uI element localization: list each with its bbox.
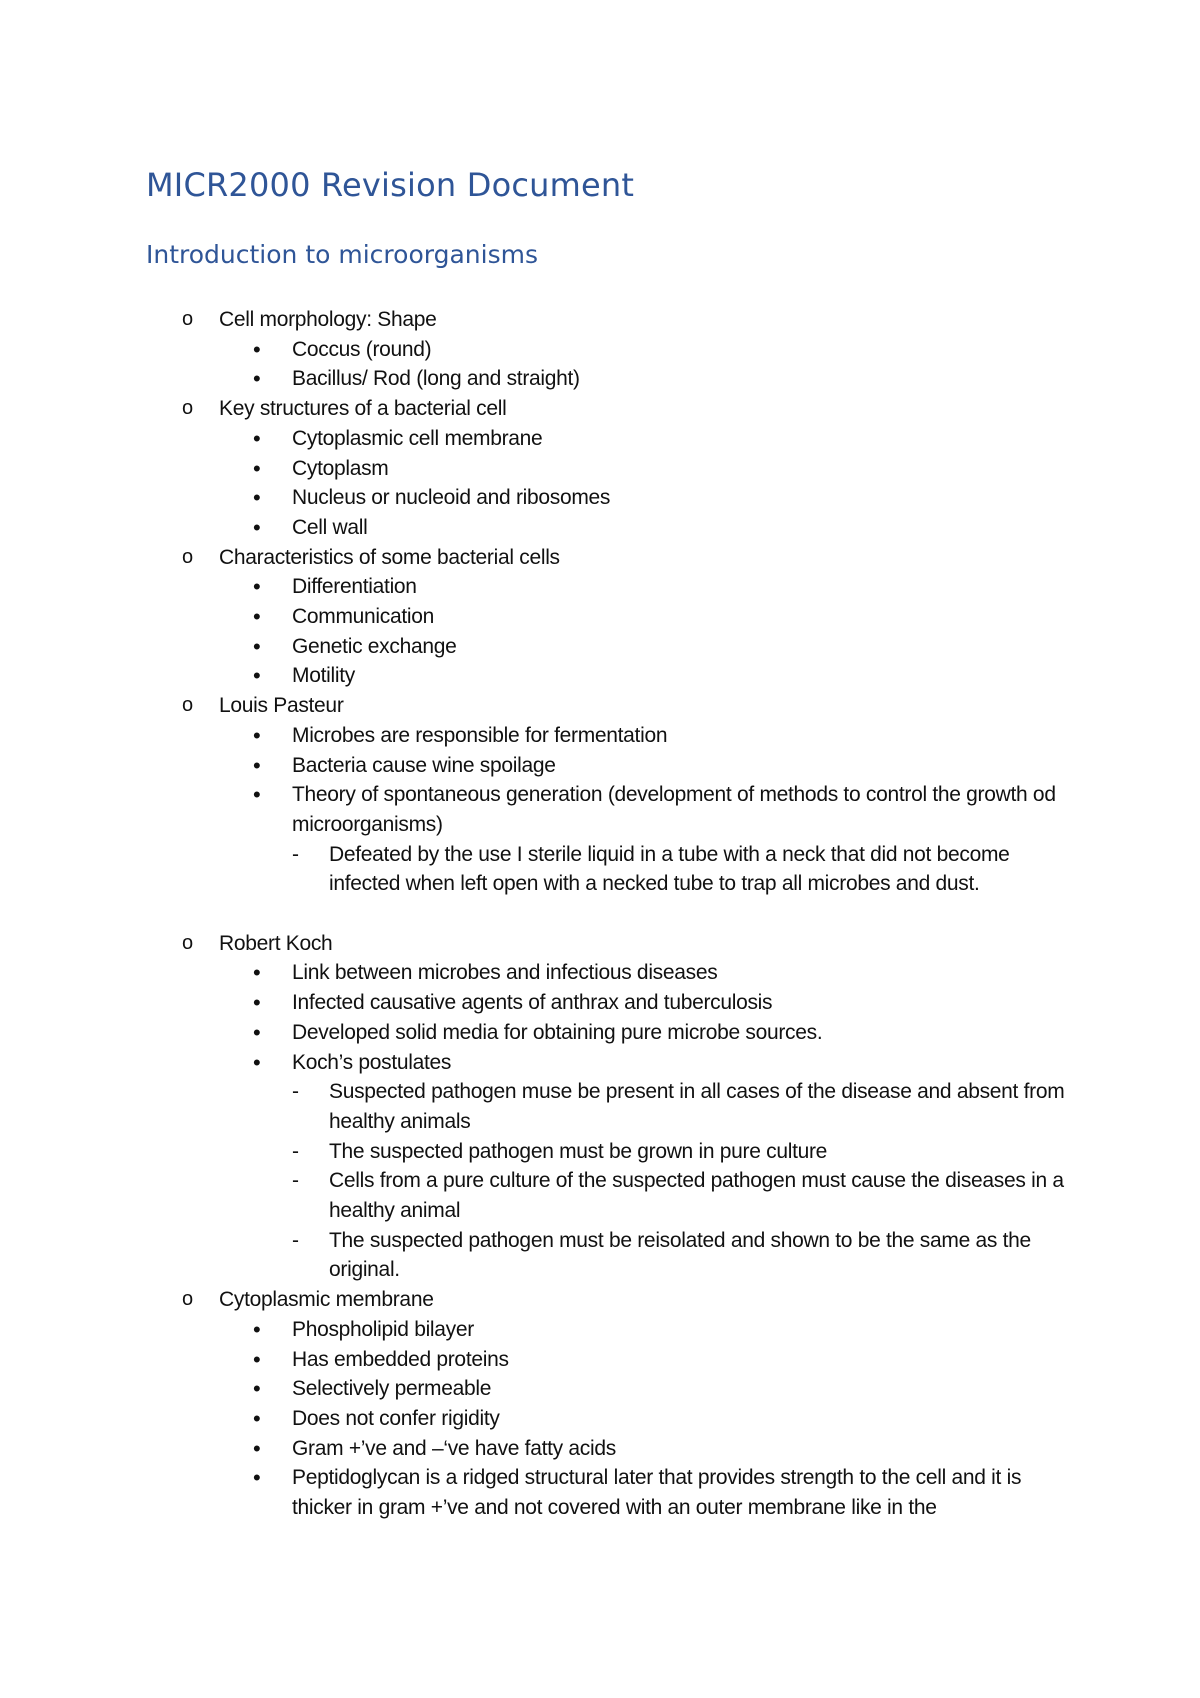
list-item-text: Has embedded proteins (292, 1347, 509, 1371)
section-heading: Introduction to microorganisms (146, 240, 538, 269)
list-item-text: Key structures of a bacterial cell (219, 397, 507, 421)
dash-bullet-icon: - (292, 1228, 299, 1252)
list-item-text: Robert Koch (219, 931, 333, 955)
disc-bullet-icon: • (253, 663, 261, 689)
circle-bullet-icon: o (182, 931, 193, 954)
list-item-text: The suspected pathogen must be grown in pure culture (329, 1139, 828, 1163)
circle-bullet-icon: o (182, 694, 193, 717)
list-item-text: Louis Pasteur (219, 694, 344, 718)
disc-bullet-icon: • (253, 1465, 261, 1491)
disc-bullet-icon: • (253, 604, 261, 629)
circle-bullet-icon: o (182, 1288, 193, 1311)
list-item-text: Cytoplasm (292, 456, 389, 480)
list-item-text: Characteristics of some bacterial cells (219, 545, 560, 569)
list-item-text: Differentiation (292, 575, 417, 599)
list-item-text: Cells from a pure culture of the suspected pathogen must cause the diseases in a healthy animal (329, 1169, 1064, 1222)
list-item-text: Cell wall (292, 515, 368, 539)
circle-bullet-icon: o (182, 308, 193, 330)
dash-bullet-icon: - (292, 1169, 299, 1193)
disc-bullet-icon: • (253, 990, 261, 1016)
dash-bullet-icon: - (292, 1080, 299, 1104)
list-item-text: Bacteria cause wine spoilage (292, 753, 556, 777)
list-item-text: Bacillus/ Rod (long and straight) (292, 367, 580, 391)
list-item-text: Phospholipid bilayer (292, 1317, 474, 1341)
disc-bullet-icon: • (253, 366, 261, 392)
list-item-text: Defeated by the use I sterile liquid in a tube with a neck that did not become infected when left open with a necked tube to trap all microbes and dust. (329, 842, 1010, 896)
list-item-text: Communication (292, 605, 434, 628)
list-item-text: Koch’s postulates (292, 1050, 452, 1074)
disc-bullet-icon: • (253, 1019, 261, 1045)
list-item-text: Nucleus or nucleoid and ribosomes (292, 486, 611, 510)
list-item-text: Cell morphology: Shape (219, 308, 437, 331)
list-item-text: Cytoplasmic membrane (219, 1288, 434, 1312)
disc-bullet-icon: • (253, 574, 261, 600)
disc-bullet-icon: • (253, 633, 261, 659)
list-item-text: Motility (292, 664, 355, 688)
disc-bullet-icon: • (253, 514, 261, 540)
disc-bullet-icon: • (253, 722, 261, 748)
disc-bullet-icon: • (253, 1316, 261, 1342)
disc-bullet-icon: • (253, 1376, 261, 1402)
list-item-text: Infected causative agents of anthrax and tuberculosis (292, 991, 773, 1015)
list-item-text: Coccus (round) (292, 337, 432, 361)
disc-bullet-icon: • (253, 1405, 261, 1431)
disc-bullet-icon: • (253, 1346, 261, 1372)
list-item-text: Peptidoglycan is a ridged structural later that provides strength to the cell and it is thicker in gram +’ve and not covered with an outer membrane like in the (292, 1466, 1022, 1519)
disc-bullet-icon: • (253, 455, 261, 481)
list-item-text: Developed solid media for obtaining pure microbe sources. (292, 1020, 823, 1044)
disc-bullet-icon: • (253, 336, 261, 362)
circle-bullet-icon: o (182, 545, 193, 568)
disc-bullet-icon: • (253, 1049, 261, 1075)
list-item-text: Selectively permeable (292, 1377, 492, 1401)
list-item-text: Does not confer rigidity (292, 1406, 500, 1430)
disc-bullet-icon: • (253, 752, 261, 778)
list-item-text: Cytoplasmic cell membrane (292, 426, 543, 450)
list-item-text: Microbes are responsible for fermentation (292, 723, 668, 747)
disc-bullet-icon: • (253, 1435, 261, 1461)
disc-bullet-icon: • (253, 782, 261, 808)
circle-bullet-icon: o (182, 397, 193, 420)
list-item-text: Genetic exchange (292, 634, 457, 658)
dash-bullet-icon: - (292, 842, 299, 866)
list-item-text: Gram +’ve and –‘ve have fatty acids (292, 1436, 616, 1460)
disc-bullet-icon: • (253, 425, 261, 451)
dash-bullet-icon: - (292, 1139, 299, 1163)
disc-bullet-icon: • (253, 485, 261, 511)
document-title: MICR2000 Revision Document (146, 166, 635, 204)
list-item-text: The suspected pathogen must be reisolated and shown to be the same as the original. (329, 1228, 1031, 1282)
disc-bullet-icon: • (253, 960, 261, 986)
list-item-text: Link between microbes and infectious diseases (292, 961, 718, 985)
list-item-text: Theory of spontaneous generation (development of methods to control the growth od microorganisms) (292, 783, 1056, 836)
list-item-text: Suspected pathogen muse be present in all cases of the disease and absent from healthy animals (329, 1080, 1065, 1133)
